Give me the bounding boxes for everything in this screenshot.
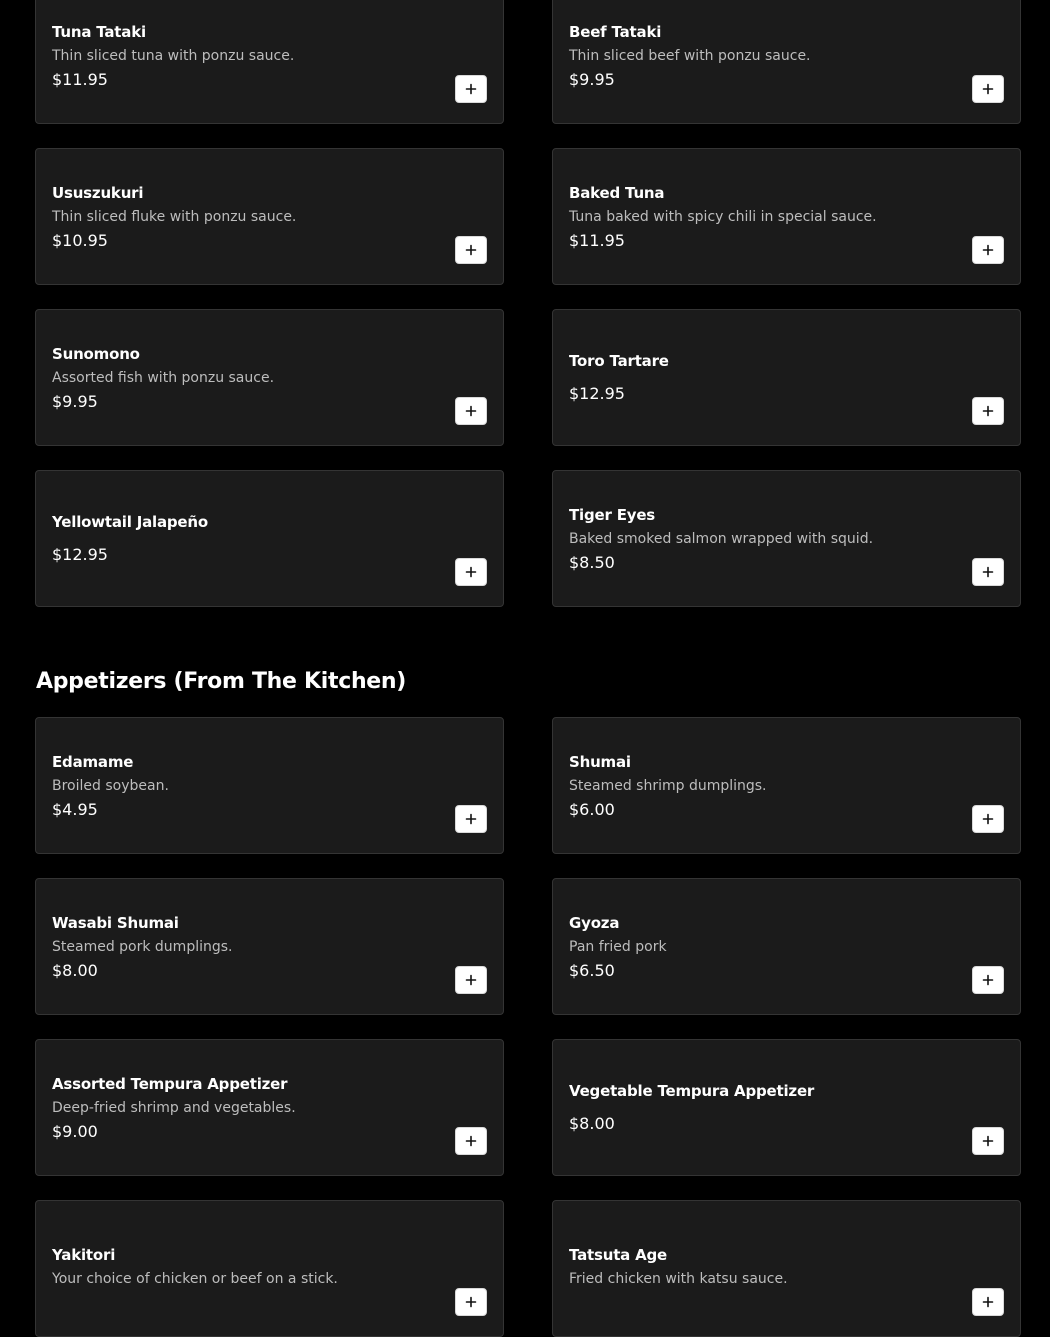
add-item-button[interactable]	[972, 966, 1004, 994]
plus-icon	[982, 566, 994, 578]
menu-item-name: Vegetable Tempura Appetizer	[569, 1082, 815, 1100]
menu-item-card[interactable]	[35, 717, 504, 854]
add-item-button[interactable]	[972, 236, 1004, 264]
menu-item-price: $8.00	[52, 960, 98, 980]
plus-icon	[982, 1135, 994, 1147]
menu-item-name: Tiger Eyes	[569, 505, 656, 524]
menu-item-name: Tatsuta Age	[569, 1245, 668, 1264]
menu-item-card[interactable]	[552, 309, 1021, 446]
menu-item-name: Assorted Tempura Appetizer	[52, 1074, 288, 1093]
menu-item-name: Sunomono	[52, 344, 140, 363]
add-item-button[interactable]	[972, 75, 1004, 103]
add-item-button[interactable]	[972, 397, 1004, 425]
menu-item-name: Ususzukuri	[52, 183, 144, 202]
plus-icon	[465, 1135, 477, 1147]
menu-items-grid	[35, 0, 1021, 607]
menu-item-name: Edamame	[52, 752, 134, 771]
plus-icon	[465, 405, 477, 417]
add-item-button[interactable]	[455, 236, 487, 264]
menu-item-price: $11.95	[569, 230, 625, 250]
appetizers-items-grid	[35, 717, 1021, 1337]
plus-icon	[982, 974, 994, 986]
menu-item-name: Gyoza	[569, 913, 620, 932]
plus-icon	[465, 244, 477, 256]
menu-item-card[interactable]	[552, 717, 1021, 854]
menu-item-price: $9.00	[52, 1121, 98, 1141]
menu-item-price: $6.50	[569, 960, 615, 980]
menu-item-price: $9.95	[569, 69, 615, 89]
menu-item-price: $11.95	[52, 69, 108, 89]
menu-item-description: Thin sliced tuna with ponzu sauce.	[52, 47, 295, 64]
plus-icon	[982, 813, 994, 825]
menu-item-price: $12.95	[569, 384, 625, 403]
menu-item-name: Baked Tuna	[569, 183, 665, 202]
menu-item-name: Tuna Tataki	[52, 22, 146, 41]
plus-icon	[982, 83, 994, 95]
add-item-button[interactable]	[455, 1288, 487, 1316]
menu-item-price: $10.95	[52, 230, 108, 250]
menu-item-price: $8.50	[569, 552, 615, 572]
menu-item-description: Broiled soybean.	[52, 777, 169, 794]
plus-icon	[982, 405, 994, 417]
menu-item-name: Yellowtail Jalapeño	[52, 513, 208, 531]
menu-item-name: Shumai	[569, 752, 631, 771]
menu-item-description: Thin sliced fluke with ponzu sauce.	[52, 208, 297, 225]
menu-item-card[interactable]	[552, 878, 1021, 1015]
menu-item-card[interactable]	[35, 1039, 504, 1176]
plus-icon	[465, 1296, 477, 1308]
menu-item-name: Toro Tartare	[569, 352, 669, 370]
menu-item-card[interactable]	[35, 878, 504, 1015]
menu-item-description: Pan fried pork	[569, 938, 667, 955]
menu-item-description: Steamed pork dumplings.	[52, 938, 233, 955]
menu-item-card[interactable]	[35, 0, 504, 124]
menu-item-name: Yakitori	[52, 1245, 116, 1264]
menu-item-description: Thin sliced beef with ponzu sauce.	[569, 47, 811, 64]
menu-item-card[interactable]	[35, 470, 504, 607]
menu-item-price: $6.00	[569, 799, 615, 819]
section-title-appetizers: Appetizers (From The Kitchen)	[36, 669, 407, 694]
plus-icon	[465, 566, 477, 578]
add-item-button[interactable]	[455, 75, 487, 103]
menu-item-description: Steamed shrimp dumplings.	[569, 777, 767, 794]
menu-item-description: Assorted fish with ponzu sauce.	[52, 369, 275, 386]
menu-item-price: $9.95	[52, 391, 98, 411]
add-item-button[interactable]	[972, 805, 1004, 833]
menu-item-card[interactable]	[552, 148, 1021, 285]
plus-icon	[465, 813, 477, 825]
add-item-button[interactable]	[455, 397, 487, 425]
plus-icon	[465, 974, 477, 986]
add-item-button[interactable]	[455, 805, 487, 833]
plus-icon	[982, 1296, 994, 1308]
menu-item-description: Baked smoked salmon wrapped with squid.	[569, 530, 874, 547]
add-item-button[interactable]	[972, 558, 1004, 586]
menu-item-price: $12.95	[52, 545, 108, 564]
add-item-button[interactable]	[455, 1127, 487, 1155]
menu-item-description: Your choice of chicken or beef on a stick.	[52, 1270, 338, 1287]
menu-item-description: Fried chicken with katsu sauce.	[569, 1270, 788, 1287]
menu-item-card[interactable]	[552, 0, 1021, 124]
add-item-button[interactable]	[455, 966, 487, 994]
add-item-button[interactable]	[972, 1288, 1004, 1316]
plus-icon	[465, 83, 477, 95]
add-item-button[interactable]	[455, 558, 487, 586]
menu-item-description: Deep-fried shrimp and vegetables.	[52, 1099, 296, 1116]
menu-item-card[interactable]	[552, 470, 1021, 607]
menu-item-name: Beef Tataki	[569, 22, 662, 41]
menu-item-card[interactable]	[35, 309, 504, 446]
add-item-button[interactable]	[972, 1127, 1004, 1155]
menu-item-card[interactable]	[552, 1039, 1021, 1176]
menu-item-price: $4.95	[52, 799, 98, 819]
plus-icon	[982, 244, 994, 256]
menu-item-card[interactable]	[35, 1200, 504, 1337]
menu-item-description: Tuna baked with spicy chili in special sauce.	[569, 208, 877, 225]
menu-item-card[interactable]	[35, 148, 504, 285]
menu-item-name: Wasabi Shumai	[52, 913, 179, 932]
menu-item-card[interactable]	[552, 1200, 1021, 1337]
menu-item-price: $8.00	[569, 1114, 615, 1133]
